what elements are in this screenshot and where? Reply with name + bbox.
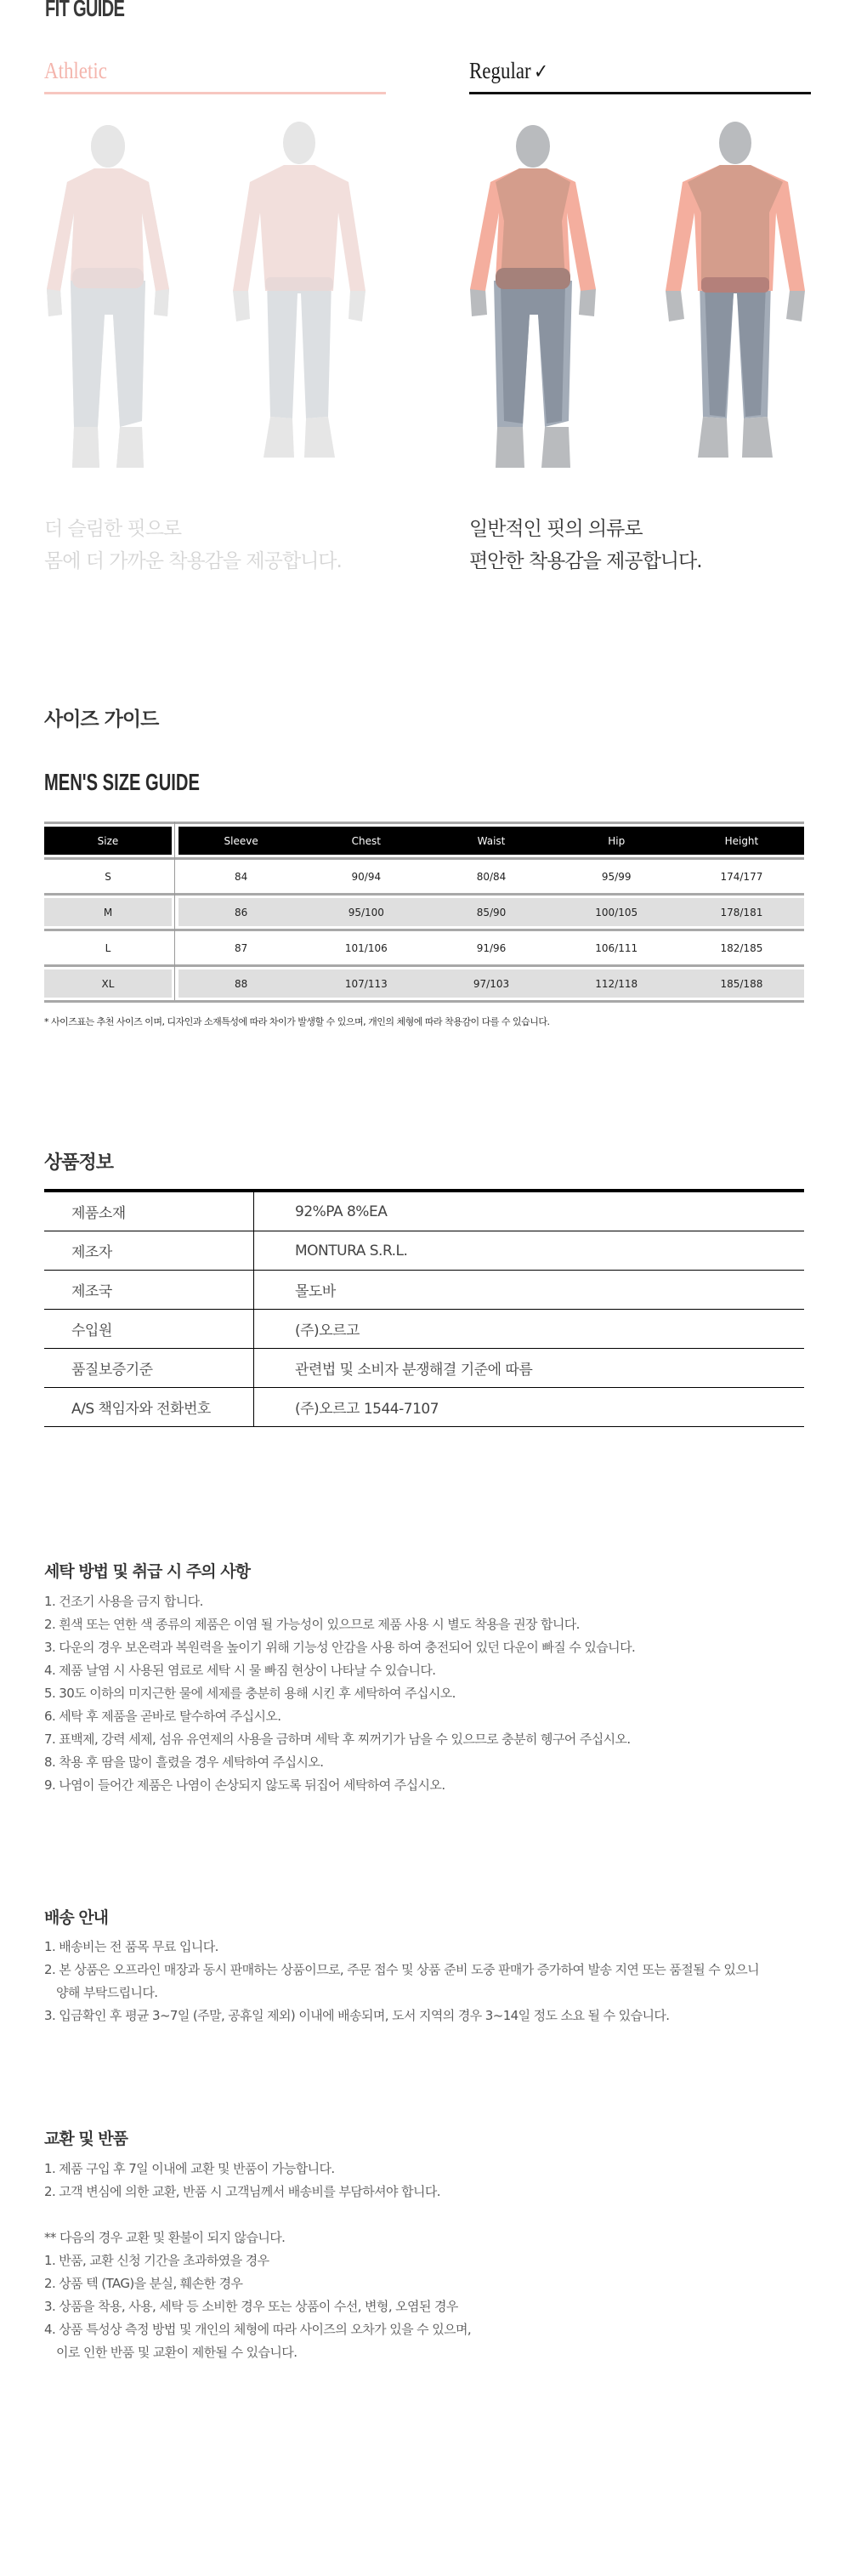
info-row-country: 제조국 몰도바: [44, 1271, 804, 1310]
list-item-continued: 양해 부탁드립니다.: [56, 1985, 158, 2000]
col-waist: Waist: [477, 834, 506, 847]
list-item: 4. 제품 날염 시 사용된 염료로 세탁 시 물 빠짐 현상이 나타날 수 있습니다.: [44, 1663, 436, 1678]
washing-heading: 세탁 방법 및 취급 시 주의 사항: [44, 1562, 250, 1581]
tab-athletic-underline: [44, 92, 386, 94]
returns-list: [44, 2158, 471, 2364]
list-item: 1. 배송비는 전 품목 무료 입니다.: [44, 1939, 218, 1954]
size-table-header: [44, 822, 804, 857]
size-table: [44, 822, 804, 1003]
product-info-heading: 상품정보: [44, 1152, 114, 1174]
shipping-heading: 배송 안내: [44, 1908, 109, 1927]
table-row: XL 88 107/113 97/103 112/118 185/188: [44, 964, 804, 1000]
info-row-material: 제품소재 92%PA 8%EA: [44, 1192, 804, 1231]
tab-regular[interactable]: [469, 54, 811, 97]
info-row-importer: 수입원 (주)오르고: [44, 1310, 804, 1349]
returns-heading: 교환 및 반품: [44, 2130, 128, 2148]
list-item: 8. 착용 후 땀을 많이 흘렸을 경우 세탁하여 주십시오.: [44, 1754, 324, 1770]
table-row: L 87 101/106 91/96 106/111 182/185: [44, 929, 804, 964]
list-item: 4. 상품 특성상 측정 방법 및 개인의 체형에 따라 사이즈의 오차가 있을 수 있으며,: [44, 2322, 472, 2337]
shipping-list: [44, 1936, 759, 2027]
list-item: 1. 반품, 교환 신청 기간을 초과하였을 경우: [44, 2253, 269, 2268]
checkmark-icon: ✓: [534, 60, 549, 83]
tab-athletic[interactable]: [44, 54, 386, 97]
info-row-as-contact: A/S 책임자와 전화번호 (주)오르고 1544-7107: [44, 1388, 804, 1427]
size-note: * 사이즈표는 추천 사이즈 이며, 디자인과 소재특성에 따라 차이가 발생할 수 있으며, 개인의 체형에 따라 착용감이 다를 수 있습니다.: [44, 1016, 550, 1027]
list-item: 9. 나염이 들어간 제품은 나염이 손상되지 않도록 뒤집어 세탁하여 주십시오.: [44, 1777, 445, 1793]
col-chest: Chest: [351, 834, 381, 847]
size-guide-heading: 사이즈 가이드: [44, 708, 159, 731]
product-info-table: [44, 1189, 804, 1427]
fit-guide-title: FIT GUIDE: [45, 0, 125, 21]
list-item: 2. 상품 텍 (TAG)을 분실, 훼손한 경우: [44, 2276, 243, 2291]
col-size: Size: [44, 827, 172, 855]
tab-athletic-label: Athletic: [44, 58, 107, 83]
tab-regular-underline: [469, 92, 811, 94]
tab-regular-label: Regular ✓: [469, 58, 549, 83]
table-bottom-border: [44, 1000, 804, 1003]
mens-size-guide-title: MEN'S SIZE GUIDE: [44, 769, 200, 795]
regular-description: 일반적인 핏의 의류로 편안한 착용감을 제공합니다.: [469, 518, 702, 572]
list-item: 1. 건조기 사용을 금지 합니다.: [44, 1594, 203, 1609]
col-hip: Hip: [608, 834, 626, 847]
list-item: 5. 30도 이하의 미지근한 물에 세제를 충분히 용해 시킨 후 세탁하여 주십시오.: [44, 1686, 456, 1701]
list-item: 2. 흰색 또는 연한 색 종류의 제품은 이염 될 가능성이 있으므로 제품 사용 시 별도 착용을 권장 합니다.: [44, 1617, 580, 1632]
list-item: 7. 표백제, 강력 세제, 섬유 유연제의 사용을 금하며 세탁 후 찌꺼기가 남을 수 있으므로 충분히 헹구어 주십시오.: [44, 1732, 631, 1747]
exceptions-title: ** 다음의 경우 교환 및 환불이 되지 않습니다.: [44, 2230, 286, 2245]
washing-list: [44, 1590, 635, 1797]
col-sleeve: Sleeve: [224, 834, 258, 847]
list-item: 3. 다운의 경우 보온력과 복원력을 높이기 위해 기능성 안감을 사용 하여 충전되어 있던 다운이 빠질 수 있습니다.: [44, 1640, 636, 1655]
info-row-manufacturer: 제조자 MONTURA S.R.L.: [44, 1231, 804, 1271]
list-item-continued: 이로 인한 반품 및 교환이 제한될 수 있습니다.: [56, 2345, 298, 2360]
list-item: 3. 입금확인 후 평균 3~7일 (주말, 공휴일 제외) 이내에 배송되며, 도서 지역의 경우 3~14일 정도 소요 될 수 있습니다.: [44, 2008, 670, 2023]
fit-figures-illustration: [0, 111, 850, 485]
col-height: Height: [724, 834, 759, 847]
athletic-description: 더 슬림한 핏으로 몸에 더 가까운 착용감을 제공합니다.: [44, 518, 342, 572]
info-row-quality: 품질보증기준 관련법 및 소비자 분쟁해결 기준에 따름: [44, 1349, 804, 1388]
table-row: S 84 90/94 80/84 95/99 174/177: [44, 857, 804, 893]
table-row: M 86 95/100 85/90 100/105 178/181: [44, 893, 804, 929]
list-item: 3. 상품을 착용, 사용, 세탁 등 소비한 경우 또는 상품이 수선, 변형, 오염된 경우: [44, 2299, 458, 2314]
list-item: 2. 본 상품은 오프라인 매장과 동시 판매하는 상품이므로, 주문 접수 및 상품 준비 도중 판매가 증가하여 발송 지연 또는 품절될 수 있으니: [44, 1962, 759, 1977]
list-item: 1. 제품 구입 후 7일 이내에 교환 및 반품이 가능합니다.: [44, 2161, 335, 2176]
list-item: 6. 세탁 후 제품을 곧바로 탈수하여 주십시오.: [44, 1709, 281, 1724]
list-item: 2. 고객 변심에 의한 교환, 반품 시 고객님께서 배송비를 부담하셔야 합니다.: [44, 2184, 440, 2199]
